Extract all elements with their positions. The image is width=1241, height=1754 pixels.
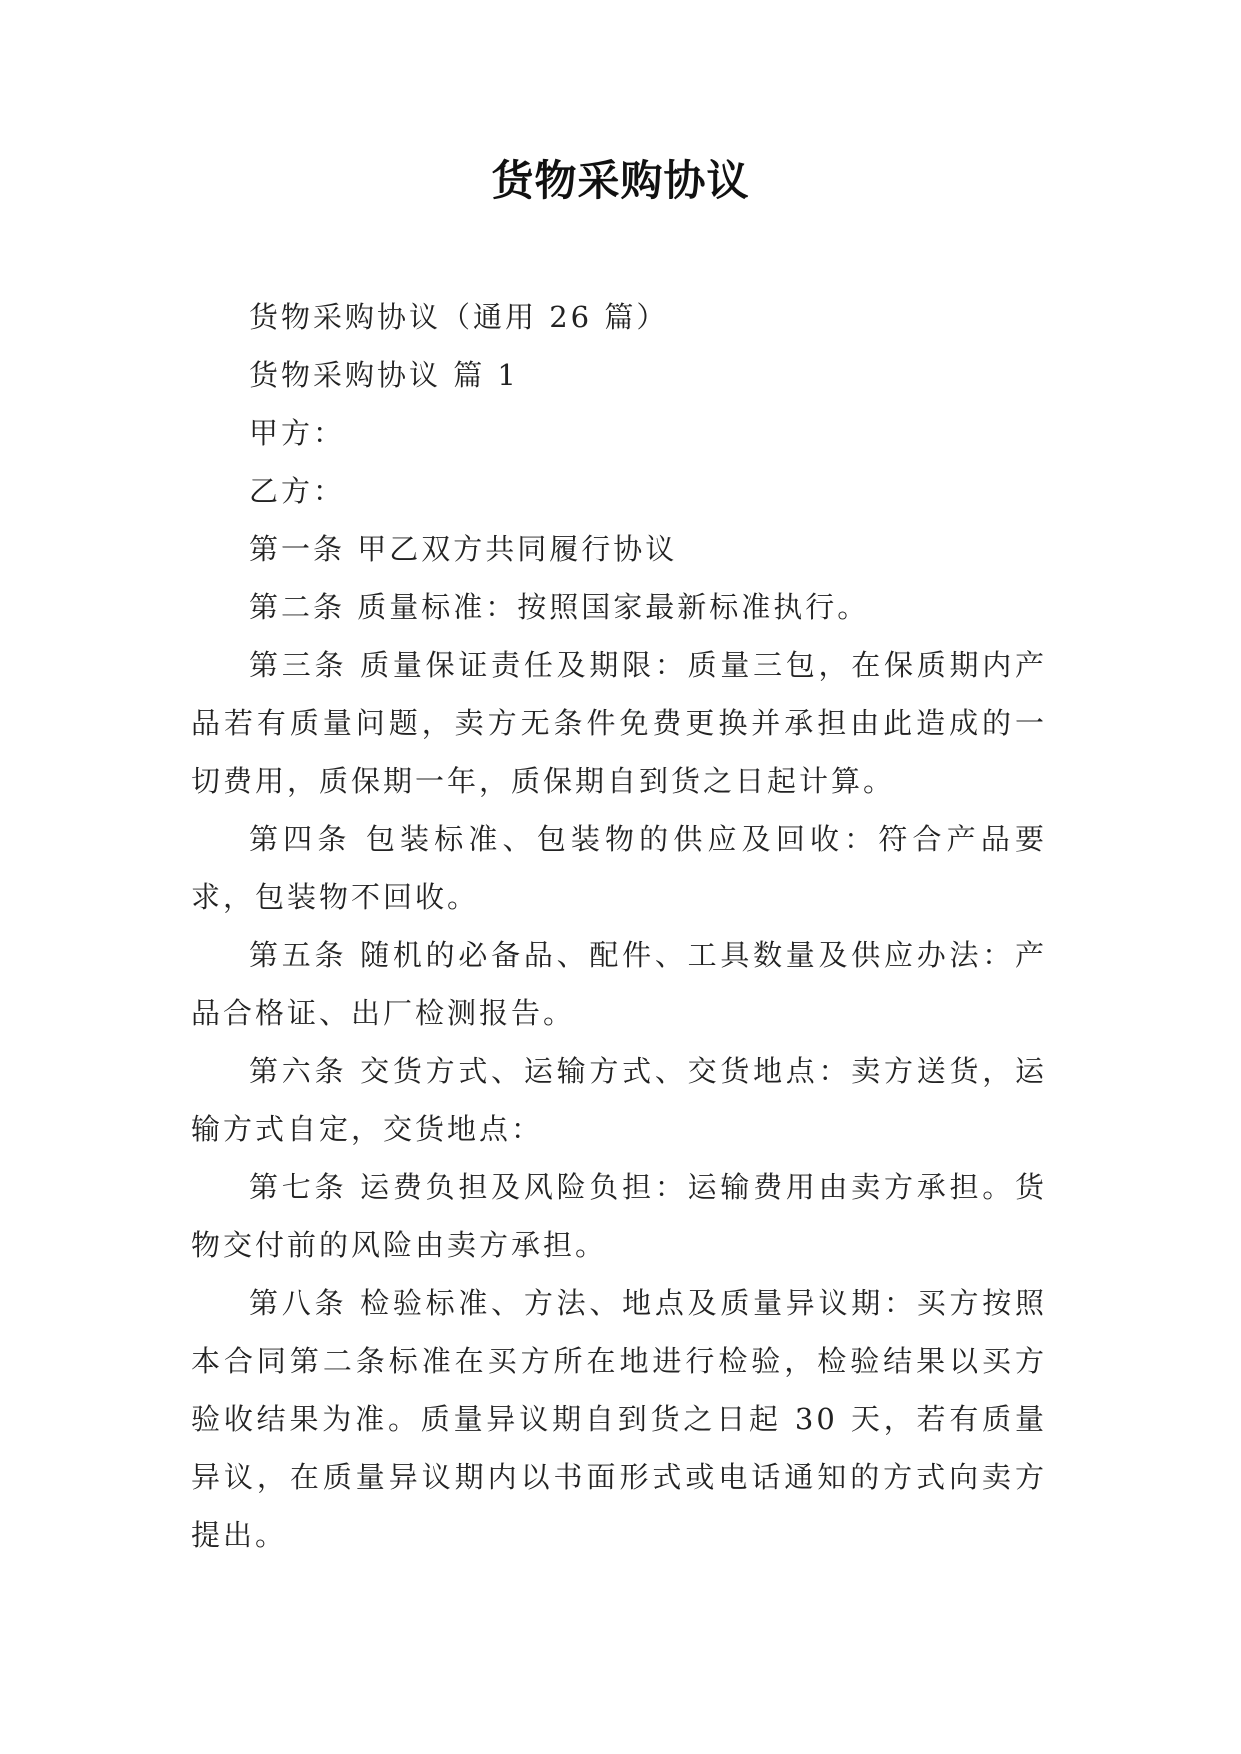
paragraph-article-7: 第七条 运费负担及风险负担：运输费用由卖方承担。货物交付前的风险由卖方承担。 (191, 1170, 1047, 1262)
paragraph-article-1: 第一条 甲乙双方共同履行协议 (249, 532, 678, 566)
paragraph-subtitle: 货物采购协议（通用 26 篇） (249, 300, 669, 334)
paragraph-article-5: 第五条 随机的必备品、配件、工具数量及供应办法：产品合格证、出厂检测报告。 (191, 938, 1047, 1030)
paragraph-article-6: 第六条 交货方式、运输方式、交货地点：卖方送货，运输方式自定，交货地点： (191, 1054, 1047, 1146)
paragraph-section-heading: 货物采购协议 篇 1 (249, 358, 519, 392)
document-title: 货物采购协议 (491, 156, 750, 205)
paragraph-party-b: 乙方： (249, 474, 346, 508)
paragraph-article-3: 第三条 质量保证责任及期限：质量三包，在保质期内产品若有质量问题，卖方无条件免费更换并承担由此造成的一切费用，质保期一年，质保期自到货之日起计算。 (191, 648, 1047, 798)
paragraph-article-8: 第八条 检验标准、方法、地点及质量异议期：买方按照本合同第二条标准在买方所在地进行检验，检验结果以买方验收结果为准。质量异议期自到货之日起 30 天，若有质量异议，在质量异议期内以书面形式或电话通知的方式向卖方提出。 (191, 1286, 1047, 1552)
document-body (191, 288, 1047, 1564)
paragraph-party-a: 甲方： (249, 416, 346, 450)
paragraph-article-2: 第二条 质量标准：按照国家最新标准执行。 (249, 590, 870, 624)
paragraph-article-4: 第四条 包装标准、包装物的供应及回收：符合产品要求，包装物不回收。 (191, 822, 1047, 914)
